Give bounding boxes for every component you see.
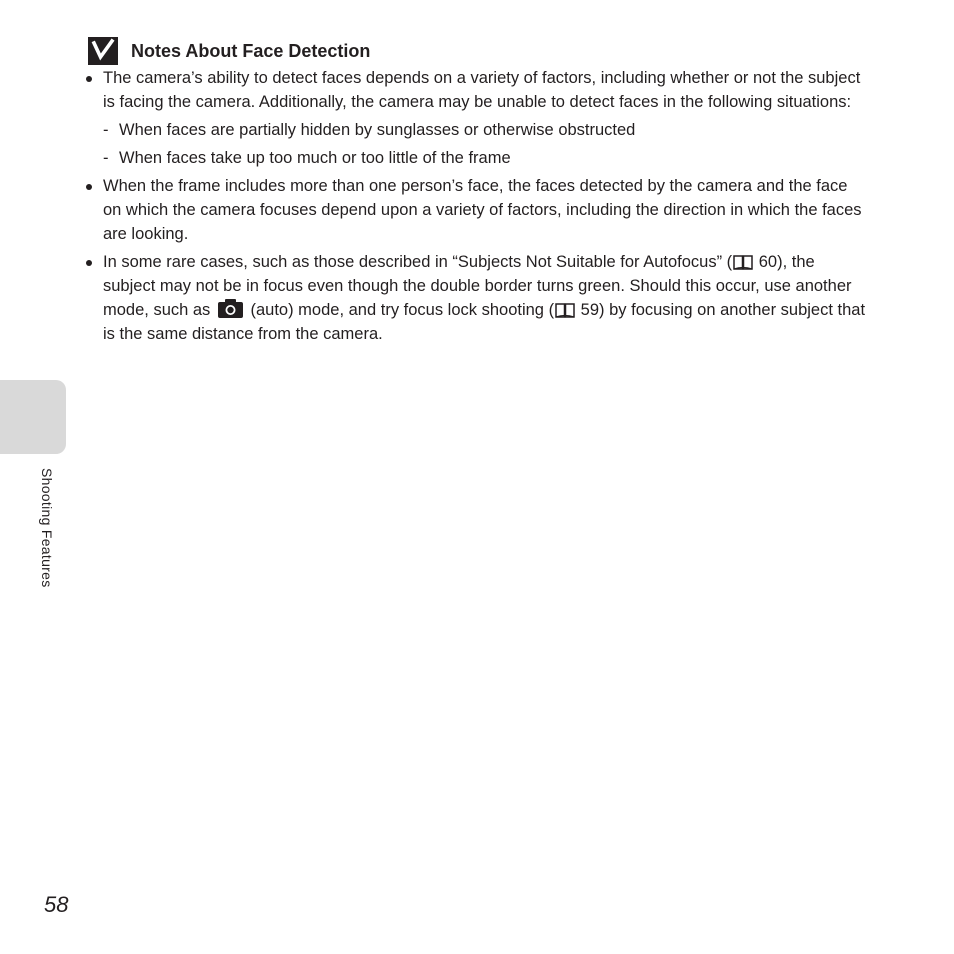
section-label: Shooting Features: [39, 468, 55, 588]
page-number: 58: [44, 892, 69, 917]
camera-icon: [218, 299, 243, 318]
bullet-text-part: ) by focusing on another subject that is the same distance from the camera.: [103, 301, 866, 343]
sub-dash: -: [103, 149, 109, 167]
book-reference-icon: [733, 254, 753, 270]
notes-content: [86, 66, 866, 350]
bullet-text: [103, 250, 866, 346]
note-heading: [88, 36, 370, 66]
bullet-dot: [86, 260, 92, 266]
bullet-text: The camera’s ability to detect faces depends on a variety of factors, including whether or not the subject is facing the camera. Additionally, the camera may be unable to detect faces in the following situations:: [103, 69, 861, 111]
bullet-text-part: ), the subject may not be in focus even though the double border turns green. Should this occur, use another mode, such as: [103, 253, 852, 319]
section-tab: [0, 380, 66, 454]
sub-list: [103, 118, 866, 170]
checkmark-box-icon: [88, 37, 118, 65]
bullet-dot: [86, 76, 92, 82]
sub-dash: -: [103, 121, 109, 139]
bullet-text-part: (auto) mode, and try focus lock shooting (: [250, 301, 555, 319]
bullet-item: [86, 174, 866, 246]
sub-item: [103, 146, 866, 170]
book-reference-icon: [555, 302, 575, 318]
note-title: Notes About Face Detection: [131, 41, 371, 61]
sub-item-text: When faces are partially hidden by sunglasses or otherwise obstructed: [119, 121, 636, 139]
bullet-item: [86, 250, 866, 346]
sub-item: [103, 118, 866, 142]
bullet-dot: [86, 184, 92, 190]
bullet-text: When the frame includes more than one person’s face, the faces detected by the camera and the face on which the camera focuses depend upon a variety of factors, including the direction in which the faces are looking.: [103, 177, 862, 243]
bullet-text-part: In some rare cases, such as those described in “Subjects Not Suitable for Autofocus” (: [103, 253, 733, 271]
page-reference[interactable]: 59: [580, 301, 600, 319]
page-reference[interactable]: 60: [758, 253, 778, 271]
sub-item-text: When faces take up too much or too little of the frame: [119, 149, 511, 167]
bullet-item: [86, 66, 866, 170]
